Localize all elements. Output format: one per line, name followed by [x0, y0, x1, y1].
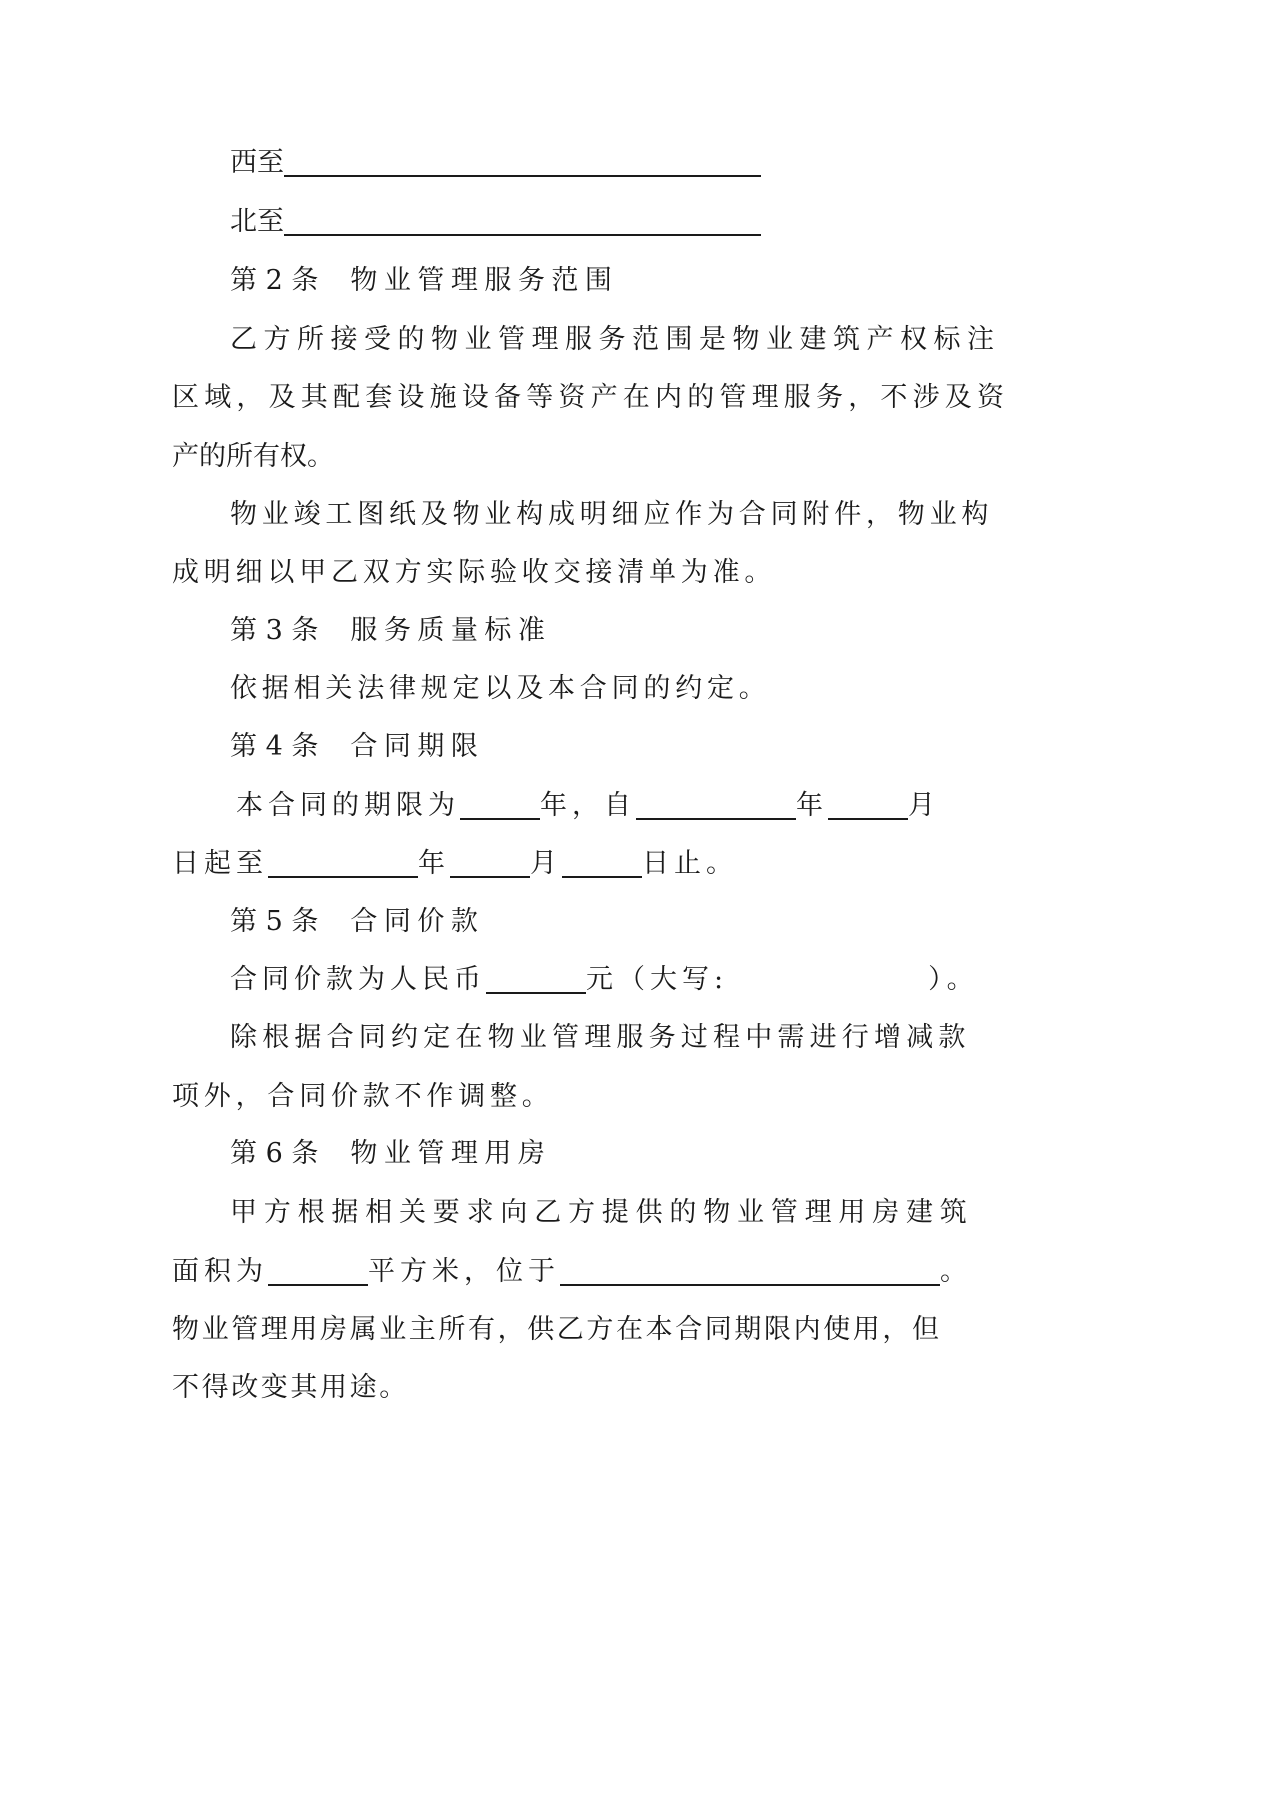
article-3-heading	[230, 611, 551, 651]
article-2-para1-line1: 乙方所接受的物业管理服务范围是物业建筑产权标注	[230, 324, 1001, 355]
article-5-heading	[230, 902, 484, 942]
article-6-title: 物业管理用房	[350, 1138, 552, 1169]
article-5-line1	[230, 960, 979, 1000]
end-prefix: 日起至	[172, 848, 268, 879]
end-day-field[interactable]	[562, 846, 642, 878]
start-month-field[interactable]	[828, 788, 908, 820]
area-prefix: 面积为	[172, 1256, 268, 1287]
area-suffix: 。	[940, 1256, 972, 1287]
area-mid: 平方米，位于	[368, 1256, 560, 1287]
article-6-heading	[230, 1134, 551, 1174]
article-2-para2-line2: 成明细以甲乙双方实际验收交接清单为准。	[172, 557, 777, 588]
west-boundary-label: 西至	[230, 147, 284, 178]
article-5-number: 第 5 条	[230, 906, 319, 937]
end-year-label: 年	[418, 848, 450, 879]
article-6-para1-line1: 甲方根据相关要求向乙方提供的物业管理用房建筑	[230, 1197, 974, 1228]
north-boundary-label: 北至	[230, 206, 284, 237]
term-mid: 年，自	[540, 790, 636, 821]
article-2-title: 物业管理服务范围	[350, 265, 619, 296]
article-6-line2	[172, 1252, 972, 1292]
area-sqm-field[interactable]	[268, 1254, 368, 1286]
article-2-para1-line3: 产的所有权。	[172, 441, 334, 472]
article-6-para1-line3: 物业管理用房属业主所有，供乙方在本合同期限内使用，但	[172, 1314, 942, 1345]
price-amount-field[interactable]	[486, 962, 586, 994]
article-4-number: 第 4 条	[230, 731, 319, 762]
west-boundary-line	[230, 143, 761, 183]
article-5-para2-line2: 项外，合同价款不作调整。	[172, 1081, 554, 1112]
north-boundary-field[interactable]	[284, 204, 761, 236]
article-2-heading	[230, 261, 618, 301]
price-prefix: 合同价款为人民币	[230, 964, 486, 995]
price-suffix: ）。	[928, 964, 979, 995]
article-2-para2-line1: 物业竣工图纸及物业构成明细应作为合同附件，物业构	[230, 499, 994, 530]
article-2-para1-line2: 区域，及其配套设施设备等资产在内的管理服务，不涉及资	[172, 382, 1010, 413]
article-4-line1	[236, 786, 940, 826]
end-month-field[interactable]	[450, 846, 530, 878]
price-mid: 元（大写:	[586, 964, 729, 995]
article-4-line2	[172, 844, 738, 884]
article-3-title: 服务质量标准	[350, 615, 552, 646]
north-boundary-line	[230, 202, 761, 242]
start-year-field[interactable]	[636, 788, 796, 820]
article-6-number: 第 6 条	[230, 1138, 319, 1169]
article-6-para1-line4: 不得改变其用途。	[172, 1372, 409, 1403]
end-year-field[interactable]	[268, 846, 418, 878]
term-prefix: 本合同的期限为	[236, 790, 460, 821]
article-3-number: 第 3 条	[230, 615, 319, 646]
start-year-label: 年	[796, 790, 828, 821]
article-2-number: 第 2 条	[230, 265, 319, 296]
term-years-field[interactable]	[460, 788, 540, 820]
article-5-title: 合同价款	[350, 906, 485, 937]
west-boundary-field[interactable]	[284, 145, 761, 177]
start-month-label: 月	[908, 790, 940, 821]
location-field[interactable]	[560, 1254, 940, 1286]
article-5-para2-line1: 除根据合同约定在物业管理服务过程中需进行增减款	[230, 1022, 971, 1053]
end-month-label: 月	[530, 848, 562, 879]
article-4-title: 合同期限	[350, 731, 485, 762]
article-4-heading	[230, 727, 484, 767]
article-3-para1: 依据相关法律规定以及本合同的约定。	[230, 673, 771, 704]
end-suffix: 日止。	[642, 848, 738, 879]
